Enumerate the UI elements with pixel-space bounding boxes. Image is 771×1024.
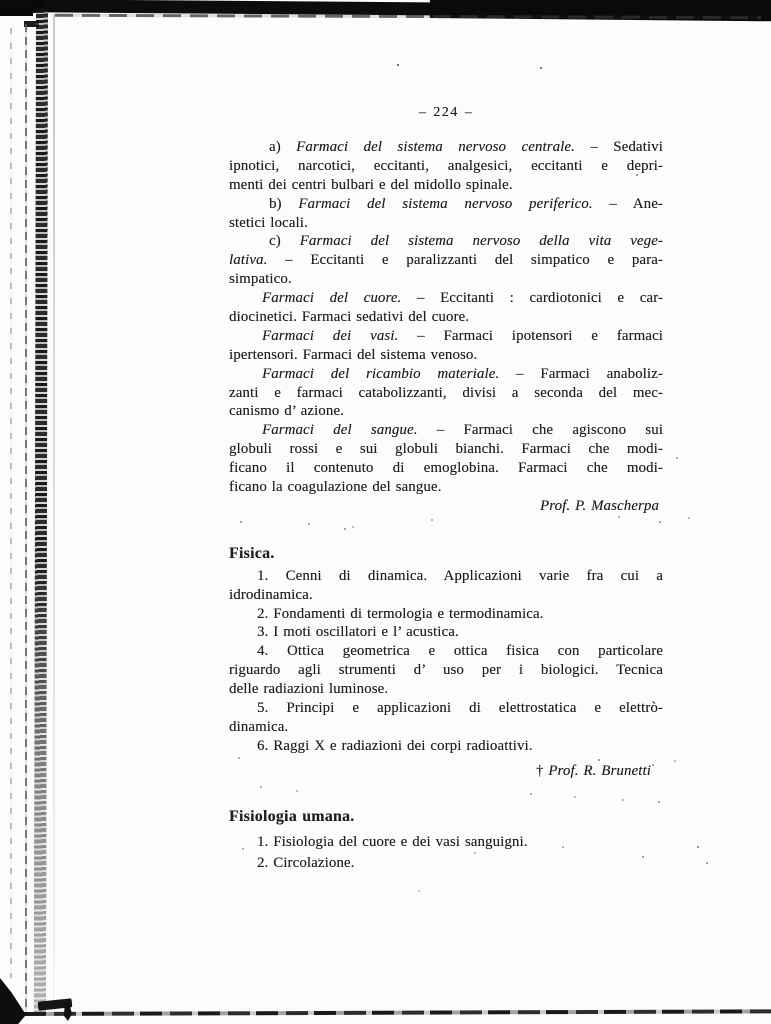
text-line (229, 680, 663, 699)
regular-text: – Farmaci anaboliz- (499, 365, 663, 382)
text-line (229, 642, 663, 661)
italic-text: Farmaci del sistema nervoso della vita vege- (299, 233, 663, 250)
text-line (229, 157, 663, 176)
regular-text: † (535, 762, 549, 779)
italic-text: Prof. P. Mascherpa (540, 497, 659, 514)
vertical-gap (229, 122, 663, 138)
signature-line (229, 497, 663, 516)
regular-text: 5. Principi e applicazioni di elettrostatica e elettrò- (257, 700, 663, 717)
regular-text: – Eccitanti : cardiotonici e car- (401, 290, 663, 307)
regular-text: a) (269, 139, 297, 155)
text-line (229, 718, 663, 737)
regular-text: ipnotici, narcotici, eccitanti, analgesici, eccitanti e depri- (229, 157, 663, 174)
regular-text: dinamica. (229, 718, 289, 735)
scan-corner-blob (0, 978, 26, 1024)
regular-text: ficano la coagulazione del sangue. (229, 479, 442, 496)
page-number: – 224 – (418, 105, 474, 120)
italic-text: Prof. R. Brunetti (548, 762, 651, 779)
section-heading: Fisiologia umana. (229, 807, 355, 825)
text-line (229, 623, 663, 642)
regular-text: ficano il contenuto di emoglobina. Farmaci che modi- (229, 460, 663, 477)
regular-text: menti dei centri bulbari e del midollo spinale. (229, 176, 513, 193)
regular-text: 1. Cenni di dinamica. Applicazioni varie fra cui a (257, 567, 663, 584)
text-line (229, 854, 663, 873)
regular-text: simpatico. (229, 271, 292, 288)
signature-line (229, 762, 663, 781)
regular-text: canismo d’ azione. (229, 403, 344, 420)
italic-text: Farmaci del cuore. (262, 290, 402, 307)
text-line (229, 346, 663, 365)
italic-text: Farmaci del sangue. (262, 422, 418, 439)
text-line (229, 833, 663, 852)
regular-text: c) (269, 233, 300, 250)
regular-text: – Ane- (592, 195, 663, 212)
text-line (229, 699, 663, 718)
regular-text: 6. Raggi X e radiazioni dei corpi radioattivi. (257, 737, 533, 754)
text-line (229, 384, 663, 403)
regular-text: – Eccitanti e paralizzanti del simpatico e para- (267, 252, 663, 269)
regular-text: delle radiazioni luminose. (229, 681, 389, 698)
section-heading: Fisica. (229, 544, 275, 562)
text-blocks (229, 122, 663, 872)
regular-text: 1. Fisiologia del cuore e dei vasi sanguigni. (257, 833, 528, 850)
book-binding-edge (34, 9, 48, 1015)
text-column (229, 103, 663, 872)
text-line (229, 251, 663, 270)
text-line (229, 567, 663, 586)
page-stack-edge-line (25, 24, 27, 1012)
text-line (229, 421, 663, 440)
text-line (229, 138, 663, 157)
text-line (229, 440, 663, 459)
regular-text: stetici locali. (229, 214, 308, 231)
text-line (229, 365, 663, 384)
scan-bottom-edge (24, 1009, 771, 1016)
regular-text: – Sedativi (575, 139, 663, 155)
regular-text: – Farmaci che agiscono sui (417, 422, 663, 439)
text-line (229, 289, 663, 308)
regular-text: 2. Circolazione. (257, 854, 355, 871)
vertical-gap (229, 516, 663, 544)
text-line (229, 737, 663, 756)
text-line (229, 327, 663, 346)
italic-text: lativa. (229, 252, 268, 269)
text-line (229, 402, 663, 421)
regular-text: idrodinamica. (229, 586, 313, 603)
regular-text: riguardo agli strumenti d’ uso per i biologici. Tecnica (229, 662, 663, 679)
regular-text: 3. I moti oscillatori e l’ acustica. (257, 624, 459, 641)
italic-text: Farmaci dei vasi. (262, 327, 399, 344)
regular-text: diocinetici. Farmaci sedativi del cuore. (229, 309, 470, 326)
text-line (229, 195, 663, 214)
regular-text: zanti e farmaci catabolizzanti, divisi a seconda del mec- (229, 384, 663, 401)
regular-text: 2. Fondamenti di termologia e termodinamica. (257, 605, 544, 622)
regular-text: – Farmaci ipotensori e farmaci (398, 327, 663, 344)
italic-text: Farmaci del ricambio materiale. (262, 365, 500, 382)
text-line (229, 214, 663, 233)
text-line (229, 459, 663, 478)
text-line (229, 605, 663, 624)
regular-text: ipertensori. Farmaci del sistema venoso. (229, 346, 478, 363)
text-line (229, 308, 663, 327)
scan-speckles (0, 0, 2, 2)
italic-text: Farmaci del sistema nervoso centrale. (296, 139, 575, 155)
page-stack-edge-line (10, 28, 12, 978)
text-line (229, 232, 663, 251)
italic-text: Farmaci del sistema nervoso periferico. (298, 195, 593, 212)
text-line (229, 176, 663, 195)
text-line (229, 661, 663, 680)
regular-text: 4. Ottica geometrica e ottica fisica con particolare (257, 643, 663, 660)
regular-text: b) (269, 195, 299, 212)
vertical-gap (229, 781, 663, 807)
text-line (229, 586, 663, 605)
regular-text: globuli rossi e sui globuli bianchi. Farmaci che modi- (229, 441, 663, 458)
text-line (229, 270, 663, 289)
text-line (229, 478, 663, 497)
page-edge-shadow (53, 14, 55, 1014)
scan-corner-mark (0, 7, 33, 16)
